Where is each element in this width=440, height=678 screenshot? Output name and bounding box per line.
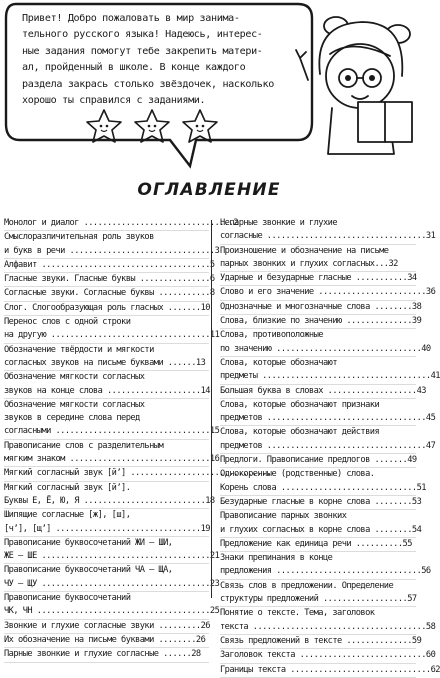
- toc-entry: [4, 648, 209, 662]
- intro-line: ал, пройденный в школе. В конце каждого: [22, 62, 246, 74]
- toc-entry: [220, 426, 436, 454]
- toc-entry-line: парных звонких и глухих согласных...32: [220, 258, 398, 269]
- toc-entry: [4, 259, 215, 273]
- toc-entry-line: [чʼ], [щʼ] ...............................19: [4, 523, 210, 534]
- toc-entry: [4, 287, 215, 301]
- toc-entry-line: Монолог и диалог ................................2: [4, 218, 239, 228]
- toc-entry: [4, 509, 209, 537]
- toc-entry: [220, 649, 436, 663]
- toc-entry: [220, 245, 416, 273]
- toc-entry: [220, 329, 431, 357]
- toc-entry: [4, 231, 220, 259]
- toc-entry: [220, 286, 436, 300]
- toc-entry: [220, 580, 416, 608]
- toc-entry-line: Правописание буквосочетаний ЧА – ЩА,: [4, 565, 173, 576]
- toc-entry-line: предметы ....................................41: [220, 371, 440, 382]
- toc-entry: [4, 273, 215, 287]
- intro-text: [22, 11, 314, 109]
- toc-entry-line: Однозначные и многозначные слова ........38: [220, 301, 422, 312]
- toc-entry-line: Мягкий согласный звук [йʼ] ..............................: [4, 468, 271, 479]
- toc-entry: [220, 217, 436, 245]
- toc-entry: [4, 316, 220, 344]
- toc-entry: [220, 552, 431, 580]
- toc-entry-line: Ударные и безударные гласные ...........34: [220, 273, 417, 284]
- toc-entry: [220, 272, 416, 286]
- toc-entry-line: текста .....................................58: [220, 621, 436, 632]
- toc-entry-line: структуры предложений ..................57: [220, 594, 417, 605]
- toc-left-column: [4, 217, 271, 663]
- intro-line: тельного русского языка! Надеюсь, интерес-: [22, 29, 263, 41]
- toc-entry: [4, 592, 220, 620]
- toc-entry-line: предметов ..................................45: [220, 413, 436, 424]
- page-title: ОГЛАВЛЕНИЕ: [137, 180, 281, 200]
- column-divider: [211, 220, 212, 598]
- toc-entry: [4, 371, 209, 399]
- toc-entry-line: ЧК, ЧН .....................................25: [4, 606, 220, 617]
- toc-entry: [220, 510, 422, 538]
- toc-entry: [4, 302, 209, 316]
- toc-entry-line: Звонкие и глухие согласные звуки .........26: [4, 620, 210, 631]
- toc-entry-line: Предложение как единица речи ..........55: [220, 538, 412, 549]
- toc-entry-line: Слова, которые обозначают: [220, 357, 338, 368]
- toc-entry: [220, 315, 422, 329]
- toc-entry-line: и глухих согласных в корне слова ........54: [220, 524, 422, 535]
- toc-entry-line: и букв в речи ...............................3: [4, 245, 220, 256]
- toc-entry-line: Согласные звуки. Согласные буквы ...........8: [4, 288, 215, 299]
- toc-entry: [220, 301, 422, 315]
- toc-entry-line: ЖЕ – ШЕ ....................................21: [4, 551, 220, 562]
- toc-entry: [220, 607, 436, 635]
- toc-entry-line: Связь предложений в тексте ..............59: [220, 635, 422, 646]
- toc-entry-line: Буквы Е, Ё, Ю, Я ..........................18: [4, 495, 215, 506]
- toc-entry: [220, 664, 440, 678]
- toc-entry: [220, 538, 416, 552]
- toc-entry-line: Предлоги. Правописание предлогов .......49: [220, 455, 417, 466]
- toc-entry: [4, 344, 209, 372]
- toc-entry: [220, 385, 426, 399]
- toc-entry-line: Границы текста ..............................62: [220, 664, 440, 675]
- toc-entry-line: Слово и его значение .......................36: [220, 287, 436, 298]
- toc-entry-line: Обозначение твёрдости и мягкости: [4, 344, 154, 355]
- toc-entry-line: Мягкий согласный звук [йʼ].: [4, 482, 131, 493]
- toc-entry-line: Шипящие согласные [ж], [ш],: [4, 510, 131, 521]
- toc-entry-line: Слова, противоположные: [220, 330, 323, 341]
- intro-line: ные задания помогут тебе закрепить матери-: [22, 45, 263, 57]
- toc-entry-line: Произношение и обозначение на письме: [220, 245, 389, 256]
- toc-entry-line: Правописание слов с разделительным: [4, 440, 164, 451]
- toc-entry-line: Однокоренные (родственные) слова.: [220, 469, 375, 480]
- toc-entry-line: Связь слов в предложении. Определение: [220, 580, 394, 591]
- toc-entry: [4, 217, 239, 231]
- intro-line: Привет! Добро пожаловать в мир занима-: [22, 13, 240, 24]
- toc-entry-line: Правописание буквосочетаний: [4, 593, 131, 604]
- toc-entry: [4, 467, 271, 481]
- girl-illustration: [296, 4, 416, 174]
- toc-right-column: [220, 217, 440, 678]
- toc-entry-line: по значению ...............................40: [220, 343, 431, 354]
- toc-entry-line: предметов ..................................47: [220, 440, 436, 451]
- toc-entry-line: Гласные звуки. Гласные буквы ...............6: [4, 274, 215, 285]
- toc-entry: [220, 635, 422, 649]
- toc-entry-line: Обозначение мягкости согласных: [4, 372, 145, 383]
- toc-entry-line: Знаки препинания в конце: [220, 553, 333, 564]
- toc-entry: [4, 399, 220, 440]
- toc-entry-line: мягким знаком ..............................16: [4, 454, 220, 465]
- toc-entry-line: Непарные звонкие и глухие: [220, 218, 338, 228]
- toc-entry: [220, 496, 422, 510]
- toc-entry-line: согласные ..................................31: [220, 231, 436, 242]
- toc-entry-line: Их обозначение на письме буквами ........26: [4, 634, 206, 645]
- toc-entry: [4, 634, 209, 648]
- toc-entry: [4, 564, 220, 592]
- toc-entry-line: согласными .................................15: [4, 426, 220, 437]
- toc-entry: [4, 537, 220, 565]
- toc-entry-line: согласных звуков на письме буквами ......13: [4, 357, 206, 368]
- toc-entry: [220, 468, 426, 496]
- toc-entry: [220, 399, 436, 427]
- toc-entry-line: Правописание буквосочетаний ЖИ – ШИ,: [4, 537, 173, 548]
- toc-entry-line: предложения ...............................56: [220, 566, 431, 577]
- toc-entry-line: Перенос слов с одной строки: [4, 317, 131, 328]
- toc-entry-line: на другую ..................................11: [4, 330, 220, 341]
- toc-entry-line: Алфавит ....................................5: [4, 259, 215, 270]
- toc-entry-line: звуков в середине слова перед: [4, 413, 140, 424]
- intro-line: хорошо ты справился с заданиями.: [22, 95, 206, 107]
- toc-entry-line: Слова, которые обозначают признаки: [220, 399, 380, 410]
- toc-entry-line: Смыслоразличительная роль звуков: [4, 232, 154, 243]
- toc-entry-line: Большая буква в словах ...................43: [220, 385, 426, 396]
- toc-entry-line: Корень слова .............................51: [220, 482, 426, 493]
- toc-entry-line: Слог. Слогообразующая роль гласных .......10: [4, 302, 210, 313]
- toc-entry-line: Слова, близкие по значению ..............39: [220, 316, 422, 327]
- toc-entry: [4, 482, 215, 510]
- rating-stars: [82, 108, 232, 144]
- toc-entry-line: ЧУ – ЩУ ....................................23: [4, 578, 220, 589]
- intro-line: раздела закрась столько звёздочек, насколько: [22, 78, 274, 90]
- toc-entry: [4, 620, 209, 634]
- toc-entry-line: звуков на конце слова ....................14: [4, 385, 210, 396]
- toc-entry-line: Понятие о тексте. Тема, заголовок: [220, 608, 375, 619]
- toc-entry-line: Обозначение мягкости согласных: [4, 399, 145, 410]
- toc-entry-line: Правописание парных звонких: [220, 511, 347, 522]
- toc-entry: [220, 454, 416, 468]
- toc-entry: [4, 440, 220, 468]
- toc-entry-line: Парные звонкие и глухие согласные ......28: [4, 649, 201, 660]
- toc-entry: [220, 357, 440, 385]
- toc-entry-line: Заголовок текста ...........................60: [220, 650, 436, 661]
- toc-entry-line: Слова, которые обозначают действия: [220, 427, 380, 438]
- toc-entry-line: Безударные гласные в корне слова ........53: [220, 496, 422, 507]
